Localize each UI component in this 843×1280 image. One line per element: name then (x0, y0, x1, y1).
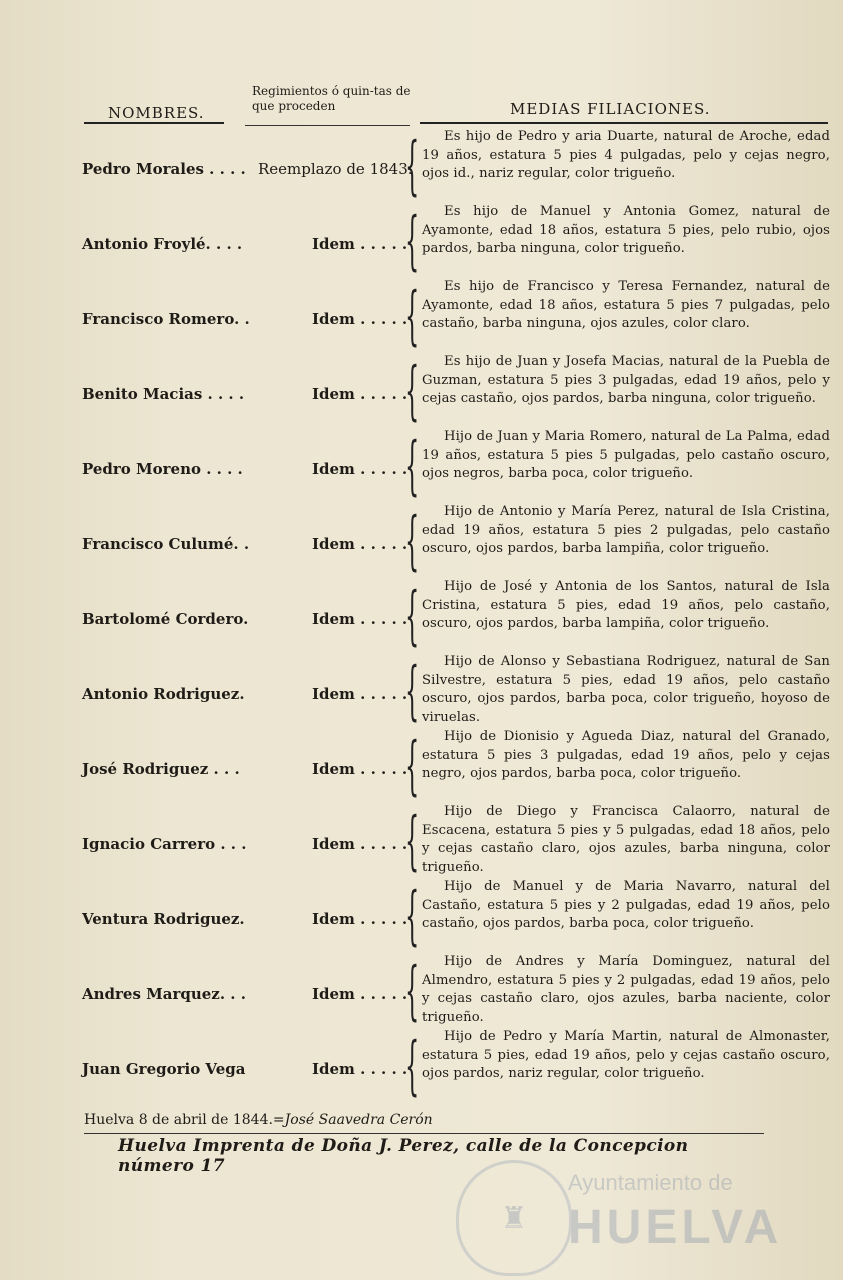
recruit-name: Ignacio Carrero . . . (82, 835, 247, 853)
recruit-description: Es hijo de Francisco y Teresa Fernandez, natural de Ayamonte, edad 18 años, estatura 5 pies 7 pulgadas, pelo castaño, barba ninguna, ojos azules, color claro. (422, 279, 830, 332)
header-filiations: MEDIAS FILIACIONES. (510, 100, 711, 118)
table-row (0, 203, 843, 278)
recruit-regiment: Idem . . . . . (312, 310, 408, 328)
recruit-regiment: Idem . . . . . (312, 910, 408, 928)
recruit-description: Hijo de Diego y Francisca Calaorro, natural de Escacena, estatura 5 pies y 5 pulgadas, edad 18 años, pelo y cejas castaño claro, ojos azules, barba ninguna, color trigueño. (422, 804, 830, 875)
recruit-name: José Rodriguez . . . (82, 760, 240, 778)
recruit-name: Ventura Rodriguez. (82, 910, 245, 928)
recruit-name: Pedro Morales . . . . (82, 160, 246, 178)
table-row (0, 353, 843, 428)
table-header (80, 82, 830, 132)
recruit-description: Hijo de José y Antonia de los Santos, natural de Isla Cristina, estatura 5 pies, edad 19 años, pelo castaño, oscuro, ojos pardos, barba lampiña, color trigueño. (422, 579, 830, 632)
header-rule-names (84, 122, 224, 124)
recruit-regiment: Idem . . . . . (312, 985, 408, 1003)
header-names: NOMBRES. (108, 104, 205, 122)
brace-icon: { (405, 879, 420, 953)
recruit-description: Hijo de Andres y María Dominguez, natural del Almendro, estatura 5 pies y 2 pulgadas, edad 19 años, pelo y cejas castaño claro, ojos azules, barba naciente, color trigueño. (422, 954, 830, 1025)
table-row (0, 653, 843, 728)
recruit-name: Benito Macias . . . . (82, 385, 245, 403)
recruit-regiment: Idem . . . . . (312, 610, 408, 628)
table-row (0, 953, 843, 1028)
header-rule-filiations (420, 122, 828, 124)
brace-icon: { (405, 354, 420, 428)
recruit-regiment: Idem . . . . . (312, 760, 408, 778)
city-seal-icon: ♜ (456, 1160, 572, 1276)
recruit-name: Juan Gregorio Vega (82, 1060, 246, 1078)
brace-icon: { (405, 579, 420, 653)
recruit-regiment: Reemplazo de 1843. (258, 160, 413, 178)
recruit-name: Bartolomé Cordero. (82, 610, 249, 628)
recruit-regiment: Idem . . . . . (312, 835, 408, 853)
recruit-description: Hijo de Alonso y Sebastiana Rodriguez, natural de San Silvestre, estatura 5 pies, edad 19 años, pelo castaño oscuro, ojos pardos, barba poca, color trigueño, hoyoso de viruelas. (422, 654, 830, 725)
table-row (0, 1028, 843, 1103)
table-row (0, 428, 843, 503)
footer-line (84, 1112, 764, 1128)
brace-icon: { (405, 804, 420, 878)
watermark (456, 1160, 786, 1270)
recruit-name: Francisco Culumé. . (82, 535, 250, 553)
recruit-regiment: Idem . . . . . (312, 460, 408, 478)
table-row (0, 878, 843, 953)
header-regiments: Regimientos ó quin-tas de que proceden (252, 84, 411, 113)
imprint-line: Huelva Imprenta de Doña J. Perez, calle de la Concepcion número 17 (118, 1136, 689, 1176)
table-row (0, 578, 843, 653)
recruit-name: Andres Marquez. . . (82, 985, 246, 1003)
recruit-name: Antonio Froylé. . . . (82, 235, 243, 253)
recruit-description: Hijo de Juan y Maria Romero, natural de La Palma, edad 19 años, estatura 5 pies 5 pulgadas, pelo castaño oscuro, ojos negros, barba poca, color trigueño. (422, 429, 830, 482)
entries-list (0, 128, 843, 1103)
watermark-line1: Ayuntamiento de (568, 1170, 733, 1195)
brace-icon: { (405, 1029, 420, 1103)
recruit-description: Es hijo de Pedro y aria Duarte, natural de Aroche, edad 19 años, estatura 5 pies 4 pulgadas, pelo y cejas negro, ojos id., nariz regular, color trigueño. (422, 129, 830, 182)
table-row (0, 278, 843, 353)
brace-icon: { (405, 729, 420, 803)
recruit-name: Antonio Rodriguez. (82, 685, 245, 703)
recruit-name: Pedro Moreno . . . . (82, 460, 243, 478)
recruit-description: Hijo de Dionisio y Agueda Diaz, natural del Granado, estatura 5 pies 3 pulgadas, edad 19 años, pelo y cejas negro, ojos pardos, barba poca, color trigueño. (422, 729, 830, 782)
recruit-regiment: Idem . . . . . (312, 235, 408, 253)
footer-signature: José Saavedra Cerón (284, 1112, 433, 1128)
brace-icon: { (405, 954, 420, 1028)
watermark-line2: HUELVA (568, 1201, 783, 1254)
brace-icon: { (405, 504, 420, 578)
brace-icon: { (405, 429, 420, 503)
recruit-description: Es hijo de Manuel y Antonia Gomez, natural de Ayamonte, edad 18 años, estatura 5 pies, pelo rubio, ojos pardos, barba ninguna, color trigueño. (422, 204, 830, 257)
recruit-name: Francisco Romero. . (82, 310, 250, 328)
brace-icon: { (405, 204, 420, 278)
footer-rule (84, 1133, 764, 1134)
recruit-description: Es hijo de Juan y Josefa Macias, natural de la Puebla de Guzman, estatura 5 pies 3 pulgadas, edad 19 años, pelo y cejas castaño, ojos pardos, barba ninguna, color trigueño. (422, 354, 830, 407)
brace-icon: { (405, 279, 420, 353)
recruit-regiment: Idem . . . . . (312, 685, 408, 703)
recruit-regiment: Idem . . . . . (312, 535, 408, 553)
recruit-regiment: Idem . . . . . (312, 1060, 408, 1078)
recruit-regiment: Idem . . . . . (312, 385, 408, 403)
brace-icon: { (405, 654, 420, 728)
brace-icon: { (405, 129, 420, 203)
table-row (0, 803, 843, 878)
header-rule-regiments (245, 125, 410, 126)
table-row (0, 503, 843, 578)
recruit-description: Hijo de Pedro y María Martin, natural de Almonaster, estatura 5 pies, edad 19 años, pelo y cejas castaño oscuro, ojos pardos, nariz regular, color trigueño. (422, 1029, 830, 1082)
footer-place-date: Huelva 8 de abril de 1844.= (84, 1112, 285, 1128)
recruit-description: Hijo de Antonio y María Perez, natural de Isla Cristina, edad 19 años, estatura 5 pies 2 pulgadas, pelo castaño oscuro, ojos pardos, barba lampiña, color trigueño. (422, 504, 830, 557)
table-row (0, 128, 843, 203)
recruit-description: Hijo de Manuel y de Maria Navarro, natural del Castaño, estatura 5 pies y 2 pulgadas, edad 19 años, pelo castaño, ojos pardos, barba poca, color trigueño. (422, 879, 830, 932)
table-row (0, 728, 843, 803)
